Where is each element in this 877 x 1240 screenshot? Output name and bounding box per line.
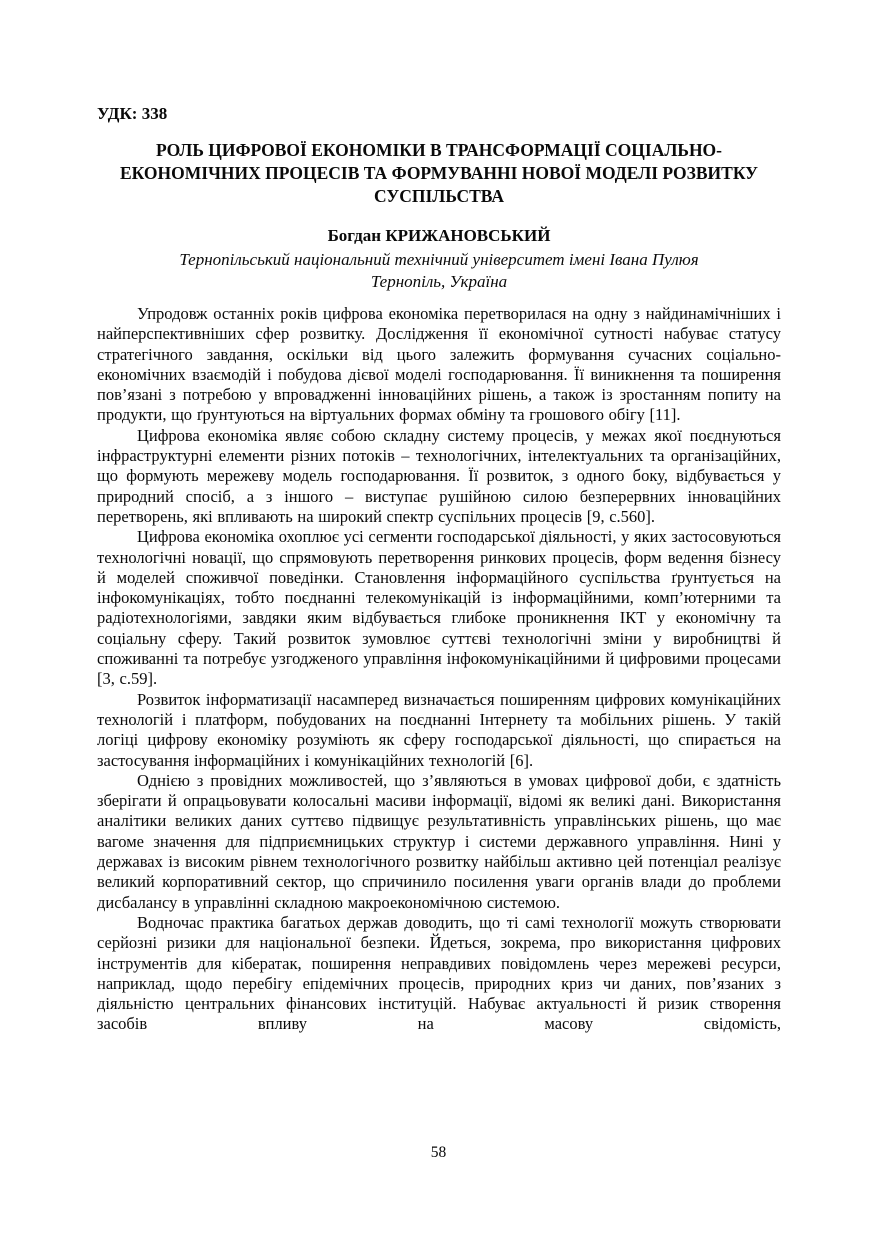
author-affiliation-location: Тернопіль, Україна: [370, 272, 508, 291]
author-affiliation: Тернопільський національний технічний університет імені Івана Пулюя: [179, 250, 699, 269]
paragraph: Однією з провідних можливостей, що з’являються в умовах цифрової доби, є здатність зберігати й опрацьовувати колосальні масиви інформації, відомі як великі дані. Використання аналітики великих даних суттєво підвищує результативність управлінських рішень, що має вагоме значення для підприємницьких структур і системи державного управління. Нині у державах із високим рівнем технологічного розвитку найбільш активно цей потенціал реалізує великий корпоративний сектор, що спричинило посилення уваги органів влади до проблеми дисбалансу в управлінні складною макроекономічною системою.: [97, 770, 781, 912]
page-content: [97, 104, 781, 1035]
article-body: [97, 304, 781, 1035]
paragraph: Водночас практика багатьох держав доводить, що ті самі технології можуть створювати серйозні ризики для національної безпеки. Йдеться, зокрема, про використання цифрових інструментів для кібератак, поширення неправдивих повідомлень через мережеві ресурси, наприклад, щодо перебігу епідемічних процесів, природних криз чи даних, пов’язаних з діяльністю центральних фінансових інституцій. Набуває актуальності й ризик створення засобів впливу на масову свідомість,: [97, 912, 781, 1034]
paragraph: Цифрова економіка охоплює усі сегменти господарської діяльності, у яких застосовуються технологічні новації, що спрямовують перетворення ринкових процесів, форм ведення бізнесу й моделей споживчої поведінки. Становлення інформаційного суспільства ґрунтується на інфокомунікаціях, тобто поєднанні телекомунікацій із інформаційними, комп’ютерними та радіотехнологіями, завдяки яким відбувається глибоке проникнення ІКТ у економічну та соціальну сферу. Такий розвиток зумовлює суттєві технологічні зміни у виробництві й споживанні та потребує узгодженого управління інфокомунікаційними й цифровими процесами [3, с.59].: [97, 527, 781, 689]
author-name: Богдан КРИЖАНОВСЬКИЙ: [327, 226, 551, 245]
page-number: 58: [430, 1144, 447, 1161]
udc-code: УДК: 338: [97, 104, 168, 123]
paper-title: РОЛЬ ЦИФРОВОЇ ЕКОНОМІКИ В ТРАНСФОРМАЦІЇ СОЦІАЛЬНО-ЕКОНОМІЧНИХ ПРОЦЕСІВ ТА ФОРМУВАННІ НОВОЇ МОДЕЛІ РОЗВИТКУ СУСПІЛЬСТВА: [120, 140, 758, 206]
paragraph: Упродовж останніх років цифрова економіка перетворилася на одну з найдинамічніших і найперспективніших сфер розвитку. Дослідження її економічної сутності набуває статусу стратегічного завдання, оскільки від цього залежить формування сучасних соціально-економічних взаємодій і побудова дієвої моделі господарювання. Її виникнення та поширення пов’язані з потребою у впровадженні інноваційних рішень, а також із зростанням попиту на продукти, що ґрунтуються на віртуальних формах обміну та грошового обігу [11].: [97, 304, 781, 425]
paragraph: Розвиток інформатизації насамперед визначається поширенням цифрових комунікаційних технологій і платформ, побудованих на поєднанні Інтернету та мобільних рішень. У такій логіці цифрову економіку розуміють як сферу господарської діяльності, що спирається на застосування інформаційних і комунікаційних технологій [6].: [97, 689, 781, 770]
paragraph: Цифрова економіка являє собою складну систему процесів, у межах якої поєднуються інфраструктурні елементи різних потоків – технологічних, інтелектуальних та організаційних, що формують мережеву модель господарювання. Її розвиток, з одного боку, відбувається у природний спосіб, а з іншого – виступає рушійною силою безперервних інноваційних перетворень, які впливають на широкий спектр суспільних процесів [9, с.560].: [97, 425, 781, 526]
